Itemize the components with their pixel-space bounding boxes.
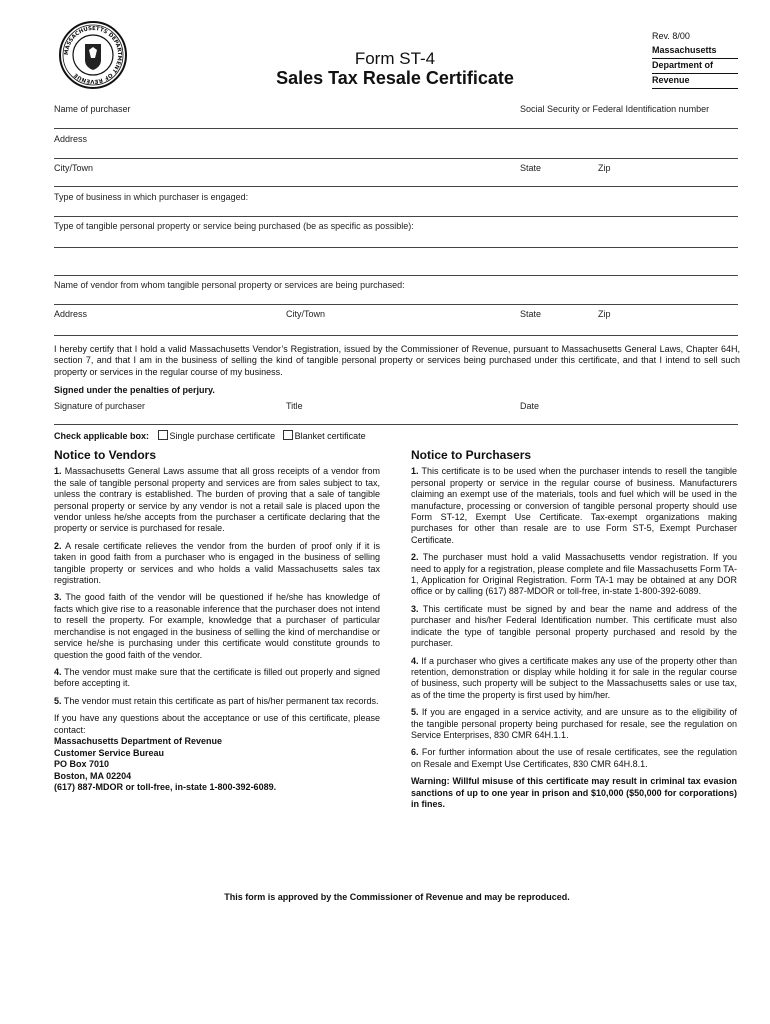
single-purchase-label: Single purchase certificate [169,431,276,441]
dept-line: Department of [652,59,738,74]
contact-line: (617) 887-MDOR or toll-free, in-state 1-800-392-6089. [54,782,277,793]
field-line-name[interactable] [54,128,738,129]
date-label: Date [520,401,540,411]
purchasers-heading: Notice to Purchasers [411,448,532,462]
certification-statement: I hereby certify that I hold a valid Massachusetts Vendor’s Registration, issued by the Commissioner of Revenue, pursuant to Massachusetts General Laws, Chapter 64H, section 7, and that I am in the business of selling the kind of tangible personal property or services being purchased under this certificate, and that I intend to sell such property or services in the regular course of my business. [54,344,740,377]
contact-line: Customer Service Bureau [54,747,165,758]
notice-to-vendors [54,450,380,794]
vendors-item: 4. The vendor must make sure that the certificate is filled out properly and signed before accepting it. [54,666,380,689]
title-label: Title [286,401,303,411]
blanket-checkbox[interactable] [283,430,293,440]
field-line-city[interactable] [54,186,738,187]
field-line-vendor[interactable] [54,304,738,305]
form-title: Sales Tax Resale Certificate [276,68,514,88]
blanket-label: Blanket certificate [294,431,366,441]
check-label: Check applicable box: [54,431,150,441]
vendors-item: 2. A resale certificate relieves the vendor from the burden of proof only if it is taken in good faith from a purchaser who is engaged in the business of selling tangible property or services and who holds a valid Massachusetts sales tax registration. [54,540,380,586]
purchasers-item: 1. This certificate is to be used when the purchaser intends to resell the tangible personal property or service in the regular course of business. Manufacturers claiming an exempt use of the materials, tools and fuel which will be used in the manufacture, processing or conversion of tangible personal property should use Form ST-12, Exempt Use Certificate. Tax-exempt organizations making purchases for other than resale are to use Form ST-5, Exempt Purchaser Certificate. [411,466,737,545]
warning-text: Warning: Willful misuse of this certificate may result in criminal tax evasion sanctions of up to one year in prison and $10,000 ($50,000 for corporations) in fines. [411,776,737,809]
field-line-business[interactable] [54,216,738,217]
vendor-state-label: State [520,309,542,319]
purchasers-item: 5. If you are engaged in a service activity, and are unsure as to the eligibility of the tangible personal property being purchased for resale, see the regulation on Service Enterprises, 830 CMR 64H.1.1. [411,707,737,740]
footer-note: This form is approved by the Commissioner of Revenue and may be reproduced. [224,892,570,902]
contact-line: Boston, MA 02204 [54,770,132,781]
name-of-purchaser-label: Name of purchaser [54,104,131,114]
vendors-item: 1. Massachusetts General Laws assume that all gross receipts of a vendor from the sale of tangible personal property and services are from sales subject to tax, unless the contrary is established. The burden of proving that a sale of tangible personal property or service by any vendor is not a retail sale is placed upon the vendor unless he/she accepts from the purchaser a certificate declaring that the property or service is purchased for resale. [54,466,380,534]
vendors-heading: Notice to Vendors [54,448,157,462]
dept-line: Massachusetts [652,44,738,59]
business-type-label: Type of business in which purchaser is engaged: [54,192,249,202]
perjury-statement: Signed under the penalties of perjury. [54,385,215,395]
signature-label: Signature of purchaser [54,401,146,411]
dept-line: Revenue [652,74,738,89]
contact-line: PO Box 7010 [54,759,110,770]
department-block [652,44,738,89]
single-purchase-checkbox[interactable] [158,430,168,440]
questions-text: If you have any questions about the acceptance or use of this certificate, please contact: [54,713,380,735]
purchasers-item: 2. The purchaser must hold a valid Massachusetts vendor registration. If you need to apply for a registration, please complete and file Massachusetts Form TA-1, Application for Original Registration. Form TA-1 may be obtained at any DOR office or by calling (617) 887-MDOR or toll-free, in-state 1-800-392-6089. [411,552,737,597]
field-line-property-2[interactable] [54,275,738,276]
form-number: Form ST-4 [354,49,436,68]
purchasers-item: 6. For further information about the use of resale certificates, see the regulation on Resale and Exempt Use Certificates, 830 CMR 64H.8.1. [411,747,737,769]
field-line-address[interactable] [54,158,738,159]
vendors-item: 5. The vendor must retain this certificate as part of his/her permanent tax records. [54,695,379,706]
vendor-name-label: Name of vendor from whom tangible personal property or services are being purchased: [54,280,405,290]
vendors-item: 3. The good faith of the vendor will be questioned if he/she has knowledge of facts which give rise to a reasonable inference that the purchaser does not intend to resell the property. For example, knowledge that a purchaser of particular merchandise is not engaged in the business of selling the kind of merchandise or service he/she is purchasing under this certificate would constitute grounds to question the good faith of the vendor. [54,592,381,660]
vendor-zip-label: Zip [598,309,611,319]
ssn-label: Social Security or Federal Identification number [520,104,710,114]
contact-block [54,736,380,794]
field-line-vendor-address[interactable] [54,335,738,336]
vendor-address-label: Address [54,309,88,319]
vendor-city-label: City/Town [286,309,326,319]
contact-line: Massachusetts Department of Revenue [54,735,223,746]
city-label: City/Town [54,163,94,173]
purchasers-item: 4. If a purchaser who gives a certificate makes any use of the property other than retention, demonstration or display while holding it for sale in the regular course of business, such property will be subject to the Massachusetts sales or use tax, as of the time the property is first used by him/her. [411,655,737,700]
applicable-box-row [54,430,366,441]
field-line-signature[interactable] [54,424,738,425]
zip-label: Zip [598,163,611,173]
property-type-label: Type of tangible personal property or service being purchased (be as specific as possible): [54,221,414,231]
notice-to-purchasers [411,450,737,816]
field-line-property-1[interactable] [54,247,738,248]
revision-date: Rev. 8/00 [652,31,690,41]
state-seal-logo [58,20,128,90]
state-label: State [520,163,542,173]
purchasers-item: 3. This certificate must be signed by and bear the name and address of the purchaser and his/her Federal Identification number. This certificate must also indicate the type of tangible personal property purchased and resold by the purchaser. [411,603,738,649]
address-label: Address [54,134,88,144]
seal-text: MASSACHUSETTS DEPARTMENT OF REVENUE [63,25,123,85]
